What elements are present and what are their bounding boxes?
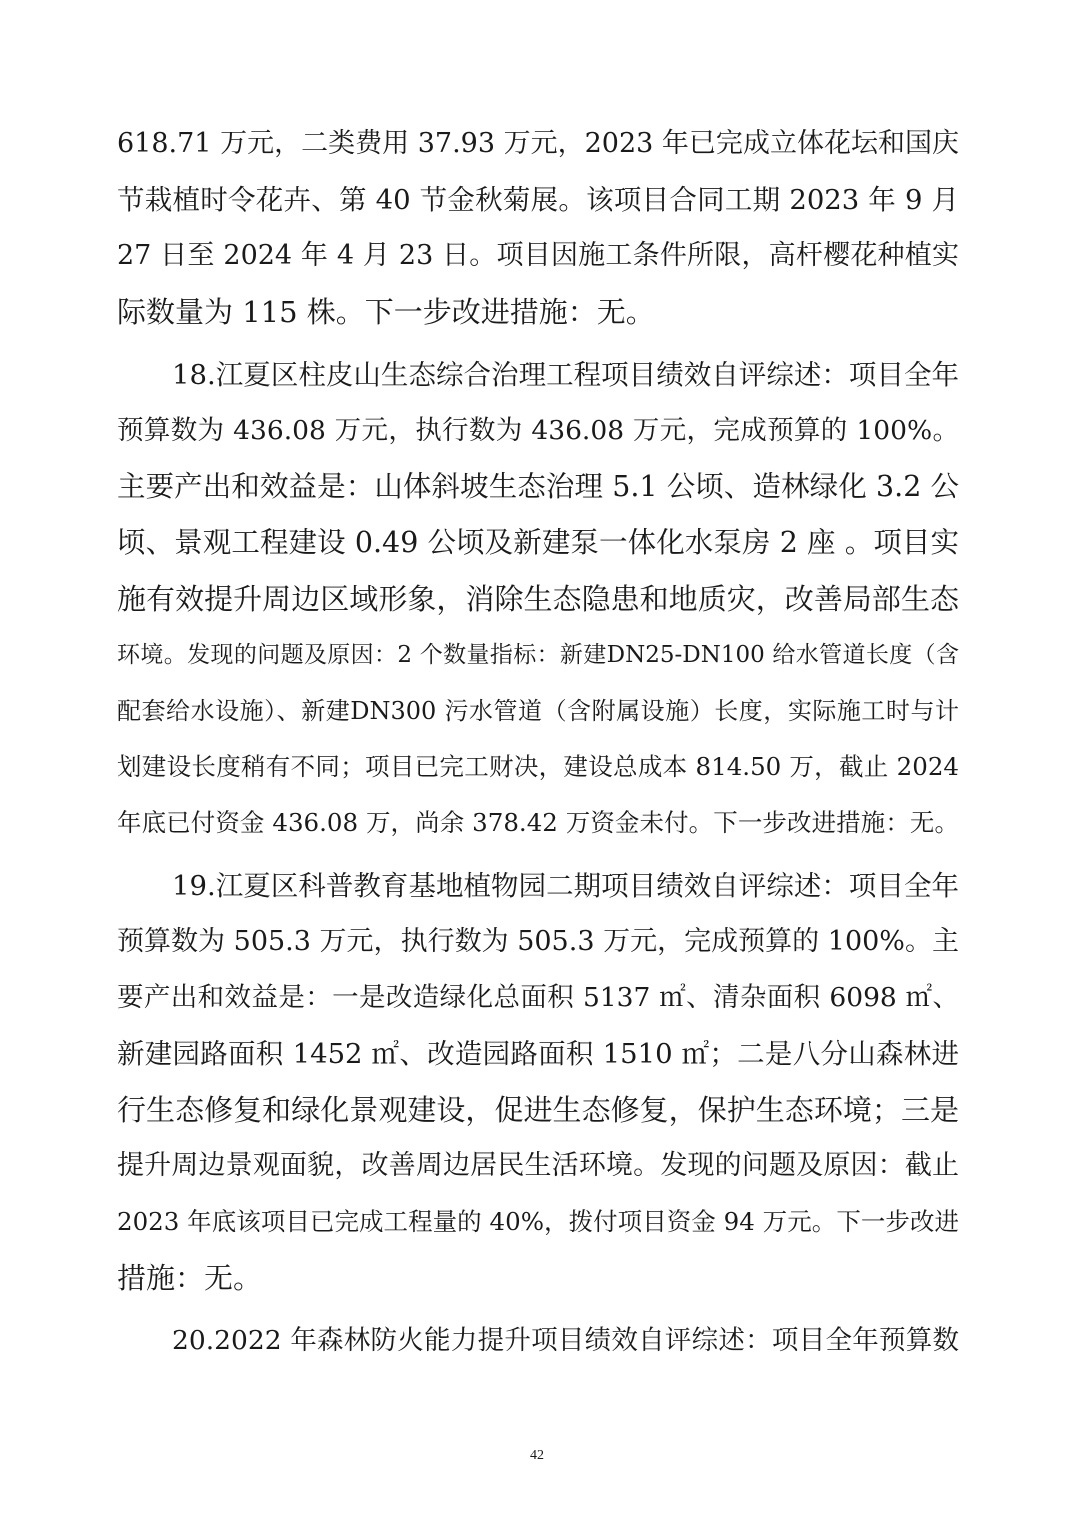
paragraph-18-line-5: 施有效提升周边区域形象，消除生态隐患和地质灾，改善局部生态 [117,582,959,616]
paragraph-17-line-3: 27 日至 2024 年 4 月 23 日。项目因施工条件所限，高杆樱花种植实 [117,240,959,271]
paragraph-17-line-1: 618.71 万元，二类费用 37.93 万元，2023 年已完成立体花坛和国庆 [117,128,959,159]
paragraph-18-line-9: 年底已付资金 436.08 万，尚余 378.42 万资金未付。下一步改进措施：无。 [117,808,959,837]
paragraph-19-line-7: 2023 年底该项目已完成工程量的 40%，拨付项目资金 94 万元。下一步改进 [117,1207,959,1236]
paragraph-18-line-3: 主要产出和效益是：山体斜坡生态治理 5.1 公顷、造林绿化 3.2 公 [117,470,959,503]
paragraph-19-line-3: 要产出和效益是：一是改造绿化总面积 5137 ㎡、清杂面积 6098 ㎡、 [117,982,959,1013]
paragraph-19-line-6: 提升周边景观面貌，改善周边居民生活环境。发现的问题及原因：截止 [117,1150,959,1181]
paragraph-20-line-1: 20.2022 年森林防火能力提升项目绩效自评综述：项目全年预算数 [172,1325,959,1356]
paragraph-17-line-2: 节栽植时令花卉、第 40 节金秋菊展。该项目合同工期 2023 年 9 月 [117,184,959,216]
paragraph-18-line-7: 配套给水设施）、新建DN300 污水管道（含附属设施）长度，实际施工时与计 [117,697,959,725]
paragraph-19-line-1: 19.江夏区科普教育基地植物园二期项目绩效自评综述：项目全年 [172,870,959,902]
paragraph-19-line-8: 措施：无。 [117,1261,263,1295]
paragraph-18-line-6: 环境。发现的问题及原因：2 个数量指标：新建DN25-DN100 给水管道长度（含 [117,642,959,668]
paragraph-19-line-2: 预算数为 505.3 万元，执行数为 505.3 万元，完成预算的 100%。主 [117,926,959,957]
paragraph-18-line-4: 顷、景观工程建设 0.49 公顷及新建泵一体化水泵房 2 座 。项目实 [117,526,959,559]
paragraph-18-line-1: 18.江夏区柱皮山生态综合治理工程项目绩效自评综述：项目全年 [172,359,959,391]
paragraph-18-line-8: 划建设长度稍有不同；项目已完工财决，建设总成本 814.50 万，截止 2024 [117,752,959,781]
paragraph-17-line-4: 际数量为 115 株。下一步改进措施：无。 [117,295,655,329]
paragraph-18-line-2: 预算数为 436.08 万元，执行数为 436.08 万元，完成预算的 100%。 [117,415,959,446]
paragraph-19-line-5: 行生态修复和绿化景观建设，促进生态修复，保护生态环境；三是 [117,1093,959,1127]
paragraph-19-line-4: 新建园路面积 1452 ㎡、改造园路面积 1510 ㎡；二是八分山森林进 [117,1038,959,1070]
page-number: 42 [530,1448,544,1463]
